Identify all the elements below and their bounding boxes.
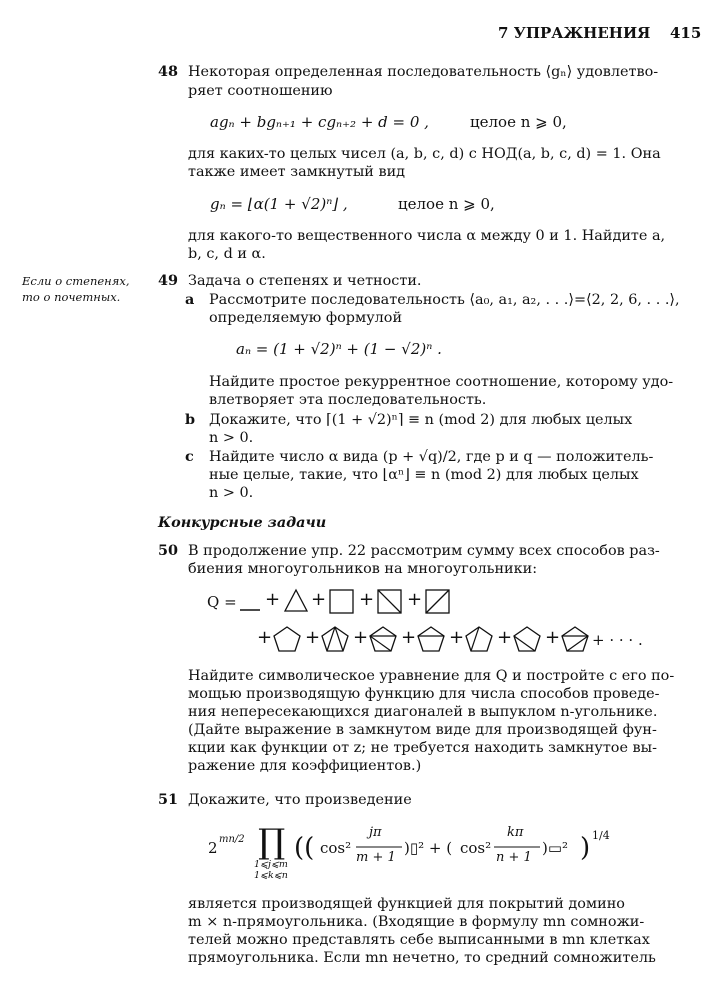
square-with-diagonal-icon <box>377 589 403 615</box>
plus-sign: + <box>407 589 423 610</box>
fraction-2-denominator: n + 1 <box>496 850 532 865</box>
p49-b-label: b <box>185 411 196 428</box>
pentagon-one-diagonal-icon <box>464 625 494 653</box>
product-index-j: 1⩽j⩽m <box>254 859 288 870</box>
p50-line-1: В продолжение упр. 22 рассмотрим сумму всех способов раз- <box>188 543 660 559</box>
fraction-1-denominator: m + 1 <box>356 850 396 865</box>
p49-c-line-3: n > 0. <box>209 485 254 501</box>
p50-after-2: мощью производящую функцию для числа способов проведе- <box>188 686 660 702</box>
p48-line-1: Некоторая определенная последовательность ⟨gₙ⟩ удовлетво- <box>188 64 659 80</box>
p51-after-2: m × n-прямоугольника. (Входящие в формулу mn сомножи- <box>188 914 645 930</box>
page-number: 415 <box>670 24 702 42</box>
p48-line-5: для какого-то вещественного числа α между 0 и 1. Найдите a, <box>188 228 666 244</box>
p50-line-2: биения многоугольников на многоугольники: <box>188 561 538 577</box>
margin-note-line-1: Если о степенях, <box>22 274 130 288</box>
p48-line-2: ряет соотношению <box>188 83 333 99</box>
empty-segment-icon <box>240 608 262 612</box>
p49-c-line-2: ные целые, такие, что ⌊αⁿ⌋ ≡ n (mod 2) для любых целых <box>209 467 639 483</box>
product-index-k: 1⩽k⩽n <box>254 870 288 881</box>
p49-c-label: c <box>185 448 194 465</box>
formula-cos-squared-1: cos² <box>320 839 352 857</box>
p48-line-3: для каких-то целых чисел (a, b, c, d) с НОД(a, b, c, d) = 1. Она <box>188 146 661 162</box>
formula-square-term-1: )▯² + ( <box>404 839 453 857</box>
square-with-antidiagonal-icon <box>425 589 451 615</box>
plus-sign: + <box>311 589 327 610</box>
pentagon-one-diagonal-icon <box>416 625 446 653</box>
square-icon <box>329 589 355 615</box>
p49-b-line-1: Докажите, что ⌈(1 + √2)ⁿ⌉ ≡ n (mod 2) для любых целых <box>209 412 633 428</box>
p49-b-line-2: n > 0. <box>209 430 254 446</box>
triangle-icon <box>283 588 309 614</box>
problem-48-number: 48 <box>158 63 179 80</box>
plus-sign: + <box>545 627 561 648</box>
p50-after-5: кции как функции от z; не требуется находить замкнутое вы- <box>188 740 657 756</box>
problem-51-number: 51 <box>158 791 179 808</box>
product-symbol: ∏ <box>258 822 286 862</box>
p49-title: Задача о степенях и четности. <box>188 273 422 289</box>
fraction-1-bar <box>356 846 404 848</box>
pentagon-icon <box>272 625 302 653</box>
p50-q-equals: Q = <box>207 593 237 611</box>
problem-50-number: 50 <box>158 542 179 559</box>
p48-line-6: b, c, d и α. <box>188 246 266 262</box>
plus-sign: + <box>497 627 513 648</box>
fraction-1-numerator: jπ <box>369 825 382 840</box>
p50-after-4: (Дайте выражение в замкнутом виде для производящей фун- <box>188 722 657 738</box>
plus-sign: + <box>359 589 375 610</box>
plus-sign: + <box>305 627 321 648</box>
plus-sign: + <box>257 627 273 648</box>
formula-base-exponent: mn/2 <box>219 834 245 845</box>
formula-outer-exponent: 1/4 <box>592 829 610 842</box>
formula-square-term-2: )▭² <box>542 839 569 857</box>
plus-sign: + <box>265 589 281 610</box>
pentagon-one-diagonal-icon <box>512 625 542 653</box>
plus-sign: + <box>449 627 465 648</box>
p49-a-line-1: Рассмотрите последовательность ⟨a₀, a₁, a₂, . . .⟩=⟨2, 2, 6, . . .⟩, <box>209 292 680 308</box>
p48-equation-1: agₙ + bgₙ₊₁ + cgₙ₊₂ + d = 0 , <box>210 113 429 131</box>
pentagon-two-diagonals-icon <box>320 625 350 653</box>
p49-a-line-2: определяемую формулой <box>209 310 403 326</box>
p49-c-line-1: Найдите число α вида (p + √q)/2, где p и q — положитель- <box>209 449 654 465</box>
p49-a-equation: aₙ = (1 + √2)ⁿ + (1 − √2)ⁿ . <box>236 340 442 358</box>
p50-after-6: ражение для коэффициентов.) <box>188 758 422 774</box>
p48-line-4: также имеет замкнутый вид <box>188 164 406 180</box>
p49-a-label: a <box>185 291 195 308</box>
formula-close-paren: ) <box>580 833 591 863</box>
p51-after-3: телей можно представлять себе выписанными в mn клетках <box>188 932 650 948</box>
formula-open-parens: (( <box>294 833 315 863</box>
pentagon-two-diagonals-icon <box>560 625 590 653</box>
fraction-2-bar <box>494 846 542 848</box>
p51-line-1: Докажите, что произведение <box>188 792 412 808</box>
p48-equation-1-condition: целое n ⩾ 0, <box>470 113 567 131</box>
plus-sign: + <box>401 627 417 648</box>
p48-equation-2: gₙ = ⌊α(1 + √2)ⁿ⌋ , <box>210 195 348 213</box>
fraction-2-numerator: kπ <box>507 825 524 840</box>
formula-base: 2 <box>208 839 218 857</box>
problem-49-number: 49 <box>158 272 179 289</box>
formula-cos-squared-2: cos² <box>460 839 492 857</box>
p51-after-4: прямоугольника. Если mn нечетно, то средний сомножитель <box>188 950 656 966</box>
pentagon-two-diagonals-icon <box>368 625 398 653</box>
section-heading: Конкурсные задачи <box>158 514 327 531</box>
p50-after-3: ния непересекающихся диагоналей в выпуклом n-угольнике. <box>188 704 658 720</box>
p50-ellipsis: + · · · . <box>592 631 643 649</box>
p48-equation-2-condition: целое n ⩾ 0, <box>398 195 495 213</box>
plus-sign: + <box>353 627 369 648</box>
p51-after-1: является производящей функцией для покрытий домино <box>188 896 625 912</box>
p49-a-after-2: влетворяет эта последовательность. <box>209 392 487 408</box>
chapter-title: 7 УПРАЖНЕНИЯ <box>498 24 651 42</box>
margin-note-line-2: то о почетных. <box>22 290 121 304</box>
p49-a-after-1: Найдите простое рекуррентное соотношение, которому удо- <box>209 374 674 390</box>
p50-after-1: Найдите символическое уравнение для Q и постройте с его по- <box>188 668 675 684</box>
